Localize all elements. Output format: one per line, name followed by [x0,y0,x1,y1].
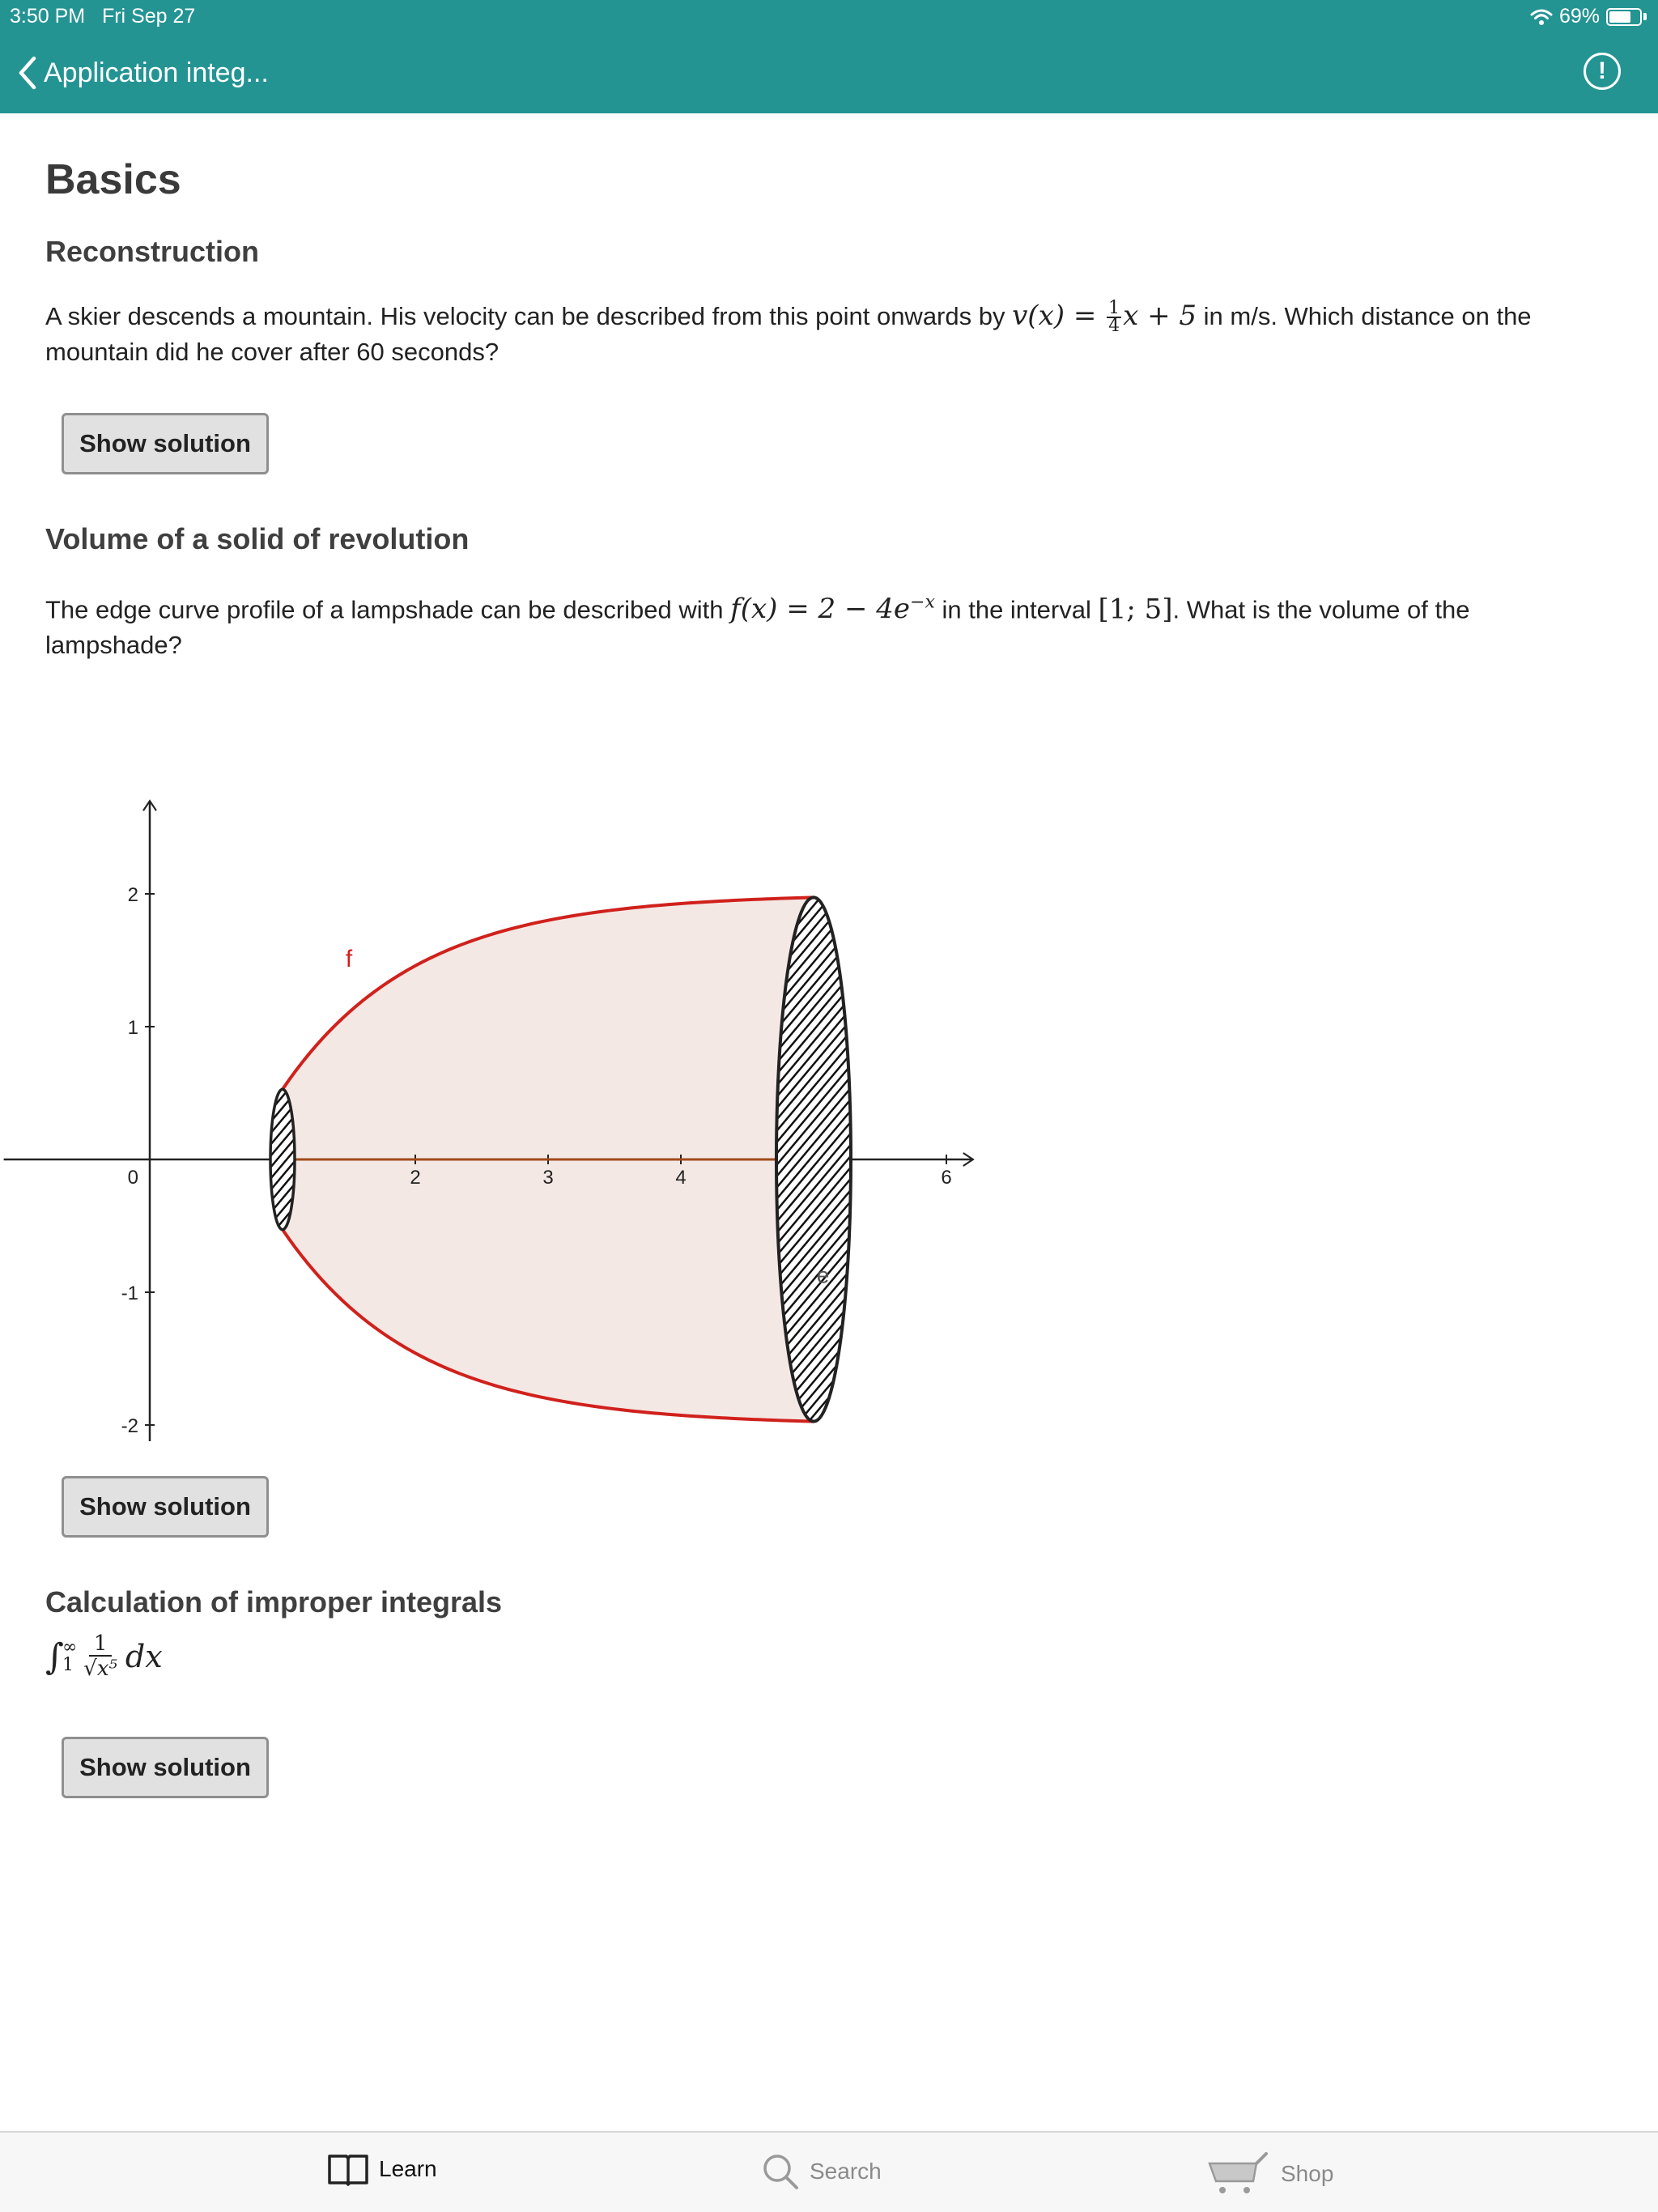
integral-denominator: √x⁵ [83,1657,117,1681]
book-icon [327,2152,369,2186]
status-time-text: 3:50 PM [10,5,86,28]
show-solution-button-reconstruction[interactable]: Show solution [62,413,269,474]
velocity-fraction [1107,300,1121,334]
battery-tip [1643,13,1647,20]
show-solution-button-volume[interactable]: Show solution [62,1476,269,1538]
search-icon [761,2152,800,2191]
show-solution-button-improper[interactable]: Show solution [62,1737,269,1798]
reconstruction-text [45,298,1608,370]
page-title: Basics [45,156,181,203]
x-tick-label: 3 [542,1167,554,1189]
integral-numerator: 1 [89,1632,113,1657]
y-tick-label: -2 [121,1415,138,1437]
velocity-formula-rhs: x + 5 [1123,300,1197,332]
tab-bar [0,2131,1658,2212]
improper-integral [45,1632,163,1681]
exclamation-icon: ! [1598,57,1606,84]
volume-text [45,585,1608,663]
top-bar [0,0,1658,113]
nav-title: Application integ... [44,57,269,88]
integral-sign: ∫ [45,1636,64,1678]
integral-dx: dx [125,1639,163,1674]
reconstruction-text-after: in m/s. Which distance on the mountain did he cover after 60 seconds? [45,302,1532,366]
volume-text-before: The edge curve profile of a lampshade can be described with [45,595,731,624]
tab-learn-label: Learn [379,2156,437,2181]
lampshade-formula-base: f(x) = 2 − 4e [730,593,911,626]
wifi-icon [1530,8,1553,26]
y-tick-label: -1 [121,1283,138,1304]
status-time [10,5,195,28]
battery-percent: 69% [1558,5,1600,28]
status-indicators [1530,5,1647,28]
interval: [1; 5] [1098,593,1173,626]
tab-shop-label: Shop [1281,2161,1334,2186]
reconstruction-text-before: A skier descends a mountain. His velocity can be described from this point onwards by [45,302,1013,330]
lampshade-graph [0,672,1052,1441]
integral-limits [62,1639,77,1674]
status-date-text: Fri Sep 27 [101,5,196,28]
lampshade-formula [730,593,935,625]
section-title-volume: Volume of a solid of revolution [45,522,470,555]
volume-text-after: . What is the volume of the lampshade? [45,595,1470,660]
battery-icon [1606,8,1642,26]
x-tick-label: 4 [675,1167,687,1189]
point-label-e: e [816,1262,830,1288]
velocity-formula-lhs: v(x) = [1012,300,1106,332]
integral-upper: ∞ [62,1637,78,1657]
disk-left [270,1089,295,1229]
x-tick-label: 6 [941,1167,952,1189]
disk-right [776,897,851,1421]
velocity-fraction-den: 4 [1108,316,1120,336]
integral-fraction [83,1632,117,1681]
integral-lower: 1 [62,1655,74,1675]
y-tick-label: 1 [127,1017,138,1039]
cart-icon [1206,2152,1271,2196]
lampshade-formula-exp: −x [910,593,935,613]
tab-search-label: Search [810,2159,882,2184]
x-tick-label: 2 [410,1167,421,1189]
chevron-left-icon [18,55,37,91]
y-tick-label: 2 [127,884,138,906]
velocity-formula [1012,298,1197,336]
tab-search[interactable] [761,2152,882,2191]
report-button[interactable] [1584,53,1621,90]
section-title-improper: Calculation of improper integrals [45,1585,503,1619]
curve-label-f: f [345,946,353,973]
back-button[interactable] [18,55,269,91]
volume-text-mid: in the interval [934,595,1099,624]
velocity-fraction-num: 1 [1108,298,1120,318]
section-title-reconstruction: Reconstruction [45,235,260,268]
tab-learn[interactable] [327,2152,437,2186]
tab-shop[interactable] [1206,2152,1333,2196]
y-tick-label: 0 [127,1167,138,1189]
